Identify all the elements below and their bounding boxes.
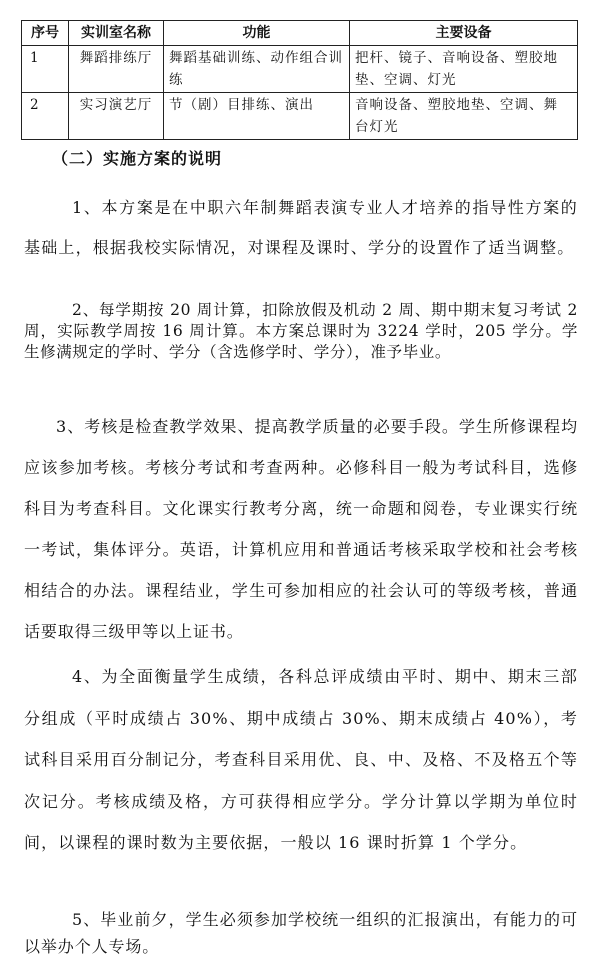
cell-equipment: 把杆、镜子、音响设备、塑胶地垫、空调、灯光 <box>350 46 578 93</box>
paragraph-5 <box>24 906 578 960</box>
paragraph-text: 3、考核是检查教学效果、提高教学质量的必要手段。学生所修课程均应该参加考核。考核分考试和考查两种。必修科目一般为考试科目，选修科目为考查科目。文化课实行教考分离，统一命题和阅卷，专业课实行统一考试，集体评分。英语，计算机应用和普通话考核采取学校和社会考核相结合的办法。课程结业，学生可参加相应的社会认可的等级考核，普通话要取得三级甲等以上证书。 <box>24 417 578 641</box>
paragraph-text: 2、每学期按 20 周计算，扣除放假及机动 2 周、期中期末复习考试 2 周，实际教学周按 16 周计算。本方案总课时为 3224 学时，205 学分。学生修满规定的学时、学分（含选修学时、学分），准予毕业。 <box>24 301 578 361</box>
cell-room-name: 实习演艺厅 <box>69 93 164 140</box>
paragraph-3 <box>24 406 578 652</box>
cell-function: 节（剧）目排练、演出 <box>164 93 350 140</box>
training-room-table <box>21 20 578 140</box>
paragraph-1 <box>24 188 578 268</box>
paragraph-text: 4、为全面衡量学生成绩，各科总评成绩由平时、期中、期末三部分组成（平时成绩占 30%、期中成绩占 30%、期末成绩占 40%），考试科目采用百分制记分，考查科目采用优、良、中、及格、不及格五个等次记分。考核成绩及格，方可获得相应学分。学分计算以学期为单位时间，以课程的课时数为主要依据，一般以 16 课时折算 1 个学分。 <box>24 667 578 852</box>
cell-room-name: 舞蹈排练厅 <box>69 46 164 93</box>
paragraph-text: 5、毕业前夕，学生必须参加学校统一组织的汇报演出，有能力的可以举办个人专场。 <box>24 910 578 956</box>
cell-seq: 2 <box>22 93 69 140</box>
header-seq: 序号 <box>22 21 69 46</box>
table-row <box>22 93 578 140</box>
section-heading: （二）实施方案的说明 <box>52 149 223 168</box>
paragraph-2 <box>24 300 578 363</box>
cell-seq: 1 <box>22 46 69 93</box>
paragraph-4 <box>24 656 578 864</box>
table-row <box>22 46 578 93</box>
cell-function: 舞蹈基础训练、动作组合训练 <box>164 46 350 93</box>
cell-equipment: 音响设备、塑胶地垫、空调、舞台灯光 <box>350 93 578 140</box>
header-function: 功能 <box>164 21 350 46</box>
header-equipment: 主要设备 <box>350 21 578 46</box>
paragraph-text: 1、本方案是在中职六年制舞蹈表演专业人才培养的指导性方案的基础上，根据我校实际情况，对课程及课时、学分的设置作了适当调整。 <box>24 198 578 257</box>
header-room-name: 实训室名称 <box>69 21 164 46</box>
table-header-row <box>22 21 578 46</box>
